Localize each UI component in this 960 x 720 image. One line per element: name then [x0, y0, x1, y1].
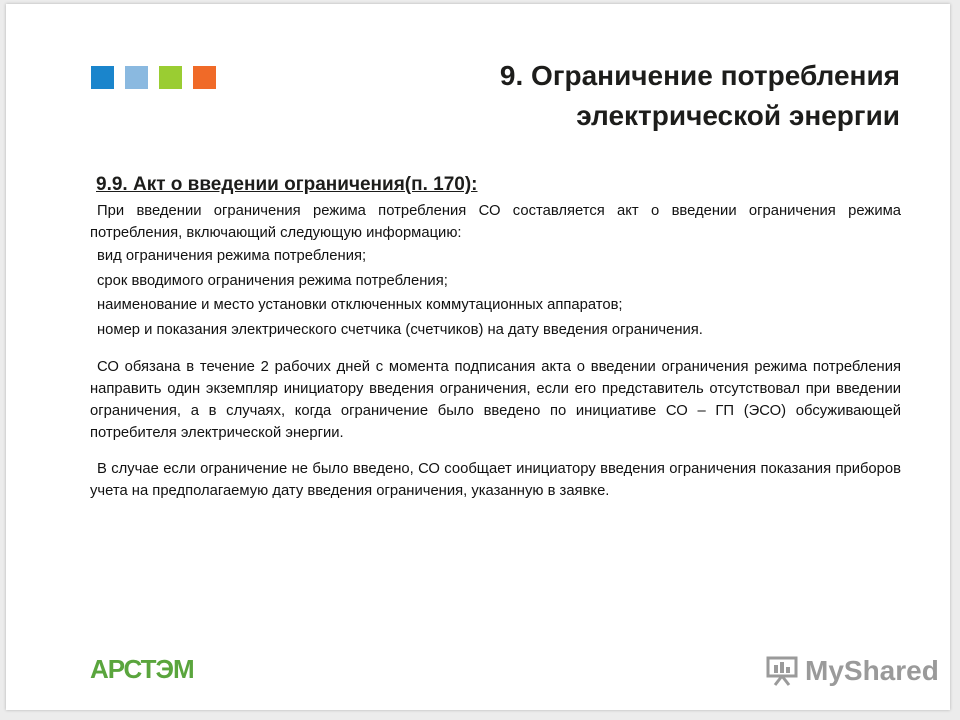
arstem-logo: АРСТЭМ: [90, 654, 194, 684]
presentation-icon: [765, 654, 799, 688]
title-line-1: 9. Ограничение потребления: [499, 60, 900, 91]
list-item: наименование и место установки отключенных коммутационных аппаратов;: [97, 297, 623, 313]
title-line-2: электрической энергии: [576, 100, 900, 131]
intro-paragraph: При введении ограничения режима потребления СО составляется акт о введении ограничения режима потребления, включающий следующую информацию:: [90, 203, 901, 241]
square-green: [159, 66, 182, 89]
slide: [6, 4, 950, 710]
paragraph-2: СО обязана в течение 2 рабочих дней с момента подписания акта о введении ограничения режима потребления направить один экземпляр инициатору введения ограничения, если его представитель отсутствовал при введении ограничения, а в случаях, когда ограничение было введено по инициативе СО – ГП (ЭСО) обсуживающей потребителя электрической энергии.: [90, 359, 901, 441]
list-item: вид ограничения режима потребления;: [97, 248, 367, 264]
square-light-blue: [125, 66, 148, 89]
decorative-squares: [91, 66, 216, 89]
list-item: номер и показания электрического счетчика (счетчиков) на дату введения ограничения.: [97, 321, 703, 338]
square-orange: [193, 66, 216, 89]
content: [90, 174, 901, 502]
watermark-text: MyShared: [805, 655, 939, 686]
paragraph-3: В случае если ограничение не было введено, СО сообщает инициатору введения ограничения показания приборов учета на предполагаемую дату введения ограничения, указанную в заявке.: [90, 461, 901, 499]
info-list: [90, 244, 901, 342]
myshared-watermark[interactable]: [765, 654, 939, 688]
page-title: [500, 56, 900, 136]
list-item: срок вводимого ограничения режима потребления;: [97, 272, 448, 289]
section-heading: 9.9. Акт о введении ограничения(п. 170):: [96, 174, 478, 195]
square-blue: [91, 66, 114, 89]
